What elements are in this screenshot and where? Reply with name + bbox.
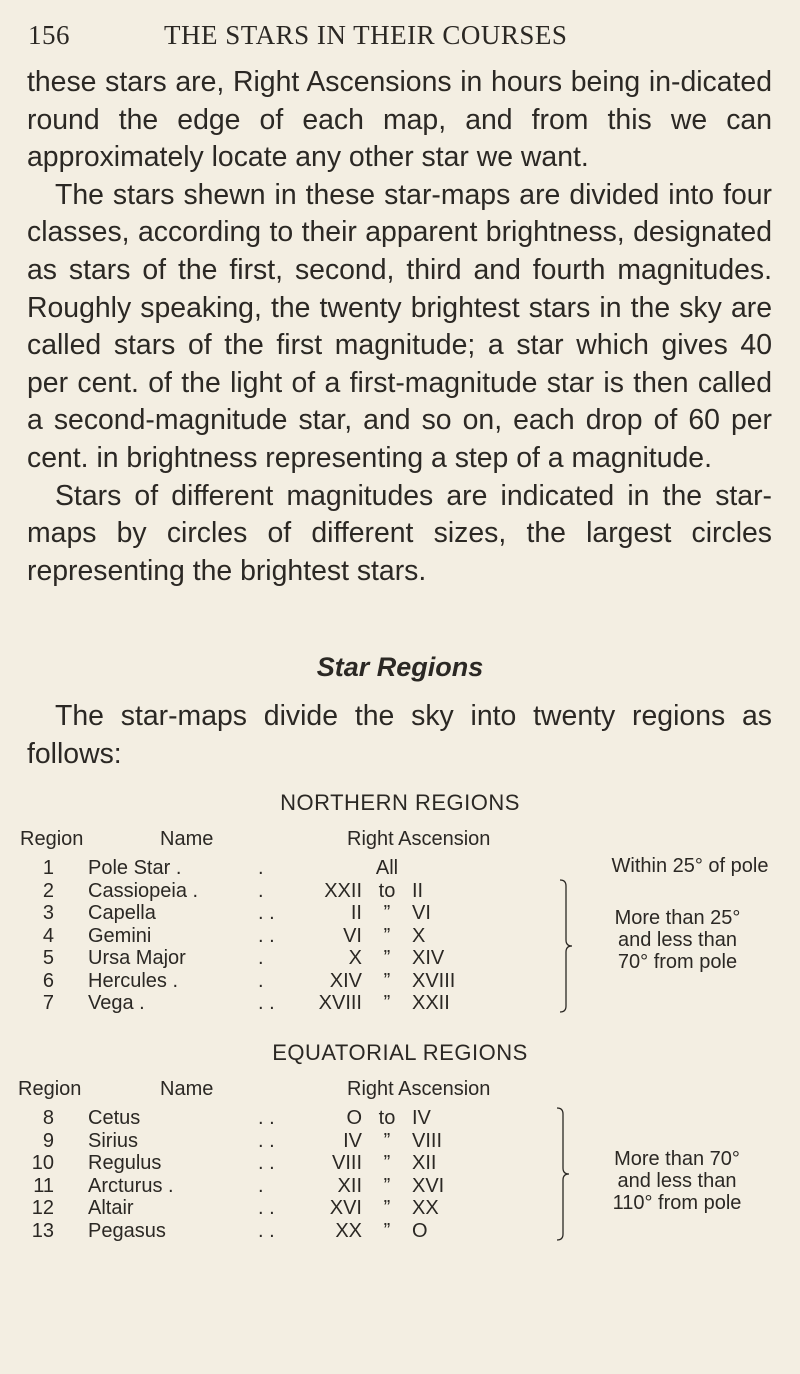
ra-to: XII	[412, 1152, 437, 1174]
ra-connector: ”	[383, 992, 391, 1014]
region-name: Ursa Major	[88, 947, 186, 969]
ra-connector: to	[378, 879, 396, 902]
region-number: 5	[42, 947, 54, 969]
region-number: 4	[42, 924, 54, 947]
note-line: and less than	[617, 1170, 737, 1192]
region-number: 12	[31, 1197, 54, 1219]
equatorial-brace-icon	[555, 1106, 571, 1242]
northern-brace-icon	[558, 878, 574, 1014]
ra-connector: ”	[383, 1197, 391, 1219]
header-region: Region	[20, 828, 84, 850]
ra-from: VI	[343, 924, 362, 947]
ra-connector: ”	[383, 902, 391, 924]
region-number: 13	[31, 1219, 54, 1242]
region-number: 8	[42, 1107, 54, 1129]
region-name: Regulus	[88, 1152, 162, 1174]
region-name: Gemini	[88, 924, 152, 947]
paragraph-3: Stars of different magnitudes are indicated in the star-maps by circles of different sizes, the largest circles representing the brightest stars.	[27, 479, 772, 587]
section-title: Star Regions	[316, 652, 484, 682]
region-name: Sirius	[88, 1129, 139, 1152]
ra-from: X	[348, 947, 362, 969]
region-name: Arcturus .	[88, 1174, 174, 1197]
ra-connector: ”	[383, 924, 391, 947]
header-right-ascension: Right Ascension	[347, 828, 491, 850]
region-name: Altair	[88, 1197, 134, 1219]
region-name: Pegasus	[88, 1219, 166, 1242]
ra-from: O	[346, 1107, 362, 1129]
ra-from: XIV	[329, 969, 362, 992]
ra-from: IV	[343, 1129, 362, 1152]
region-number: 7	[42, 992, 54, 1014]
ra-from: VIII	[331, 1152, 362, 1174]
paragraph-1: these stars are, Right Ascensions in hours being in-dicated round the edge of each map, and from this we can approximately locate any other star we want.	[27, 66, 772, 174]
ra-connector: ”	[383, 947, 391, 969]
ra-connector: All	[375, 857, 399, 879]
note-line: and less than	[618, 929, 737, 951]
region-number: 3	[42, 902, 54, 924]
region-name: Vega .	[88, 992, 145, 1014]
page-number: 156	[28, 20, 70, 50]
leader-dots: . .	[258, 1107, 275, 1129]
header-name: Name	[160, 828, 214, 850]
leader-dots: . .	[258, 924, 275, 947]
note-equatorial-range	[572, 1148, 782, 1214]
region-number: 2	[42, 879, 54, 902]
region-number: 11	[33, 1174, 54, 1197]
note-within-pole: Within 25° of pole	[611, 855, 769, 877]
ra-connector: ”	[383, 1152, 391, 1174]
leader-dots: . .	[258, 1197, 275, 1219]
ra-to: IV	[412, 1107, 431, 1129]
leader-dots: .	[258, 857, 264, 879]
ra-connector: ”	[383, 1174, 391, 1197]
ra-to: II	[412, 879, 424, 902]
intro-paragraph: The star-maps divide the sky into twenty regions as follows:	[27, 700, 772, 770]
region-name: Capella	[88, 902, 156, 924]
ra-to: XXII	[412, 992, 450, 1014]
ra-from: XX	[335, 1219, 362, 1242]
leader-dots: .	[258, 879, 264, 902]
ra-to: O	[412, 1219, 428, 1242]
ra-connector: ”	[383, 969, 391, 992]
ra-to: XVIII	[412, 969, 456, 992]
note-line: 110° from pole	[612, 1192, 742, 1214]
ra-from: XXII	[324, 879, 362, 902]
leader-dots: .	[258, 947, 264, 969]
table-row	[0, 1107, 800, 1129]
intro-text	[27, 698, 772, 773]
body-text	[27, 64, 772, 590]
northern-regions-table	[0, 790, 800, 1014]
region-number: 1	[42, 857, 54, 879]
region-number: 6	[42, 969, 54, 992]
equatorial-table-title: EQUATORIAL REGIONS	[272, 1040, 528, 1065]
ra-from: XVIII	[318, 992, 362, 1014]
running-title: THE STARS IN THEIR COURSES	[164, 20, 568, 50]
region-number: 9	[42, 1129, 54, 1152]
leader-dots: . .	[258, 1129, 275, 1152]
region-number: 10	[31, 1152, 54, 1174]
ra-from: II	[350, 902, 362, 924]
table-row	[0, 880, 800, 902]
leader-dots: . .	[258, 1219, 275, 1242]
region-name: Pole Star .	[88, 857, 182, 879]
region-name: Hercules .	[88, 969, 179, 992]
ra-connector: ”	[383, 1129, 391, 1152]
table-row	[0, 992, 800, 1014]
ra-from: XVI	[329, 1197, 362, 1219]
paragraph-2: The stars shewn in these star-maps are divided into four classes, according to their apparent brightness, designated as stars of the first, second, third and fourth magnitudes. Roughly speaking, the twenty brightest stars in the sky are called stars of the first magnitude; a star which gives 40 per cent. of the light of a first-magnitude star is then called a second-magnitude star, and so on, each drop of 60 per cent. in brightness representing a step of a magnitude.	[27, 178, 772, 474]
northern-table-title: NORTHERN REGIONS	[280, 790, 520, 815]
note-line: More than 25°	[614, 907, 741, 929]
ra-to: VI	[412, 902, 431, 924]
leader-dots: .	[258, 969, 264, 992]
region-name: Cassiopeia .	[88, 879, 199, 902]
leader-dots: . .	[258, 1152, 275, 1174]
table-row	[0, 1220, 800, 1242]
ra-connector: ”	[383, 1219, 391, 1242]
leader-dots: .	[258, 1174, 264, 1197]
ra-connector: to	[378, 1107, 396, 1129]
ra-to: XIV	[412, 947, 445, 969]
ra-to: XX	[412, 1197, 439, 1219]
equatorial-regions-table	[0, 1040, 800, 1240]
ra-from: XII	[337, 1174, 362, 1197]
header-name: Name	[160, 1078, 214, 1100]
header-region: Region	[18, 1078, 82, 1100]
leader-dots: . .	[258, 902, 275, 924]
note-line: 70° from pole	[617, 951, 738, 973]
ra-to: XVI	[412, 1174, 445, 1197]
ra-to: VIII	[412, 1129, 443, 1152]
leader-dots: . .	[258, 992, 275, 1014]
ra-to: X	[412, 924, 426, 947]
note-line: More than 70°	[614, 1148, 740, 1170]
region-name: Cetus	[88, 1107, 141, 1129]
note-northern-range	[575, 907, 780, 973]
header-right-ascension: Right Ascension	[347, 1078, 491, 1100]
